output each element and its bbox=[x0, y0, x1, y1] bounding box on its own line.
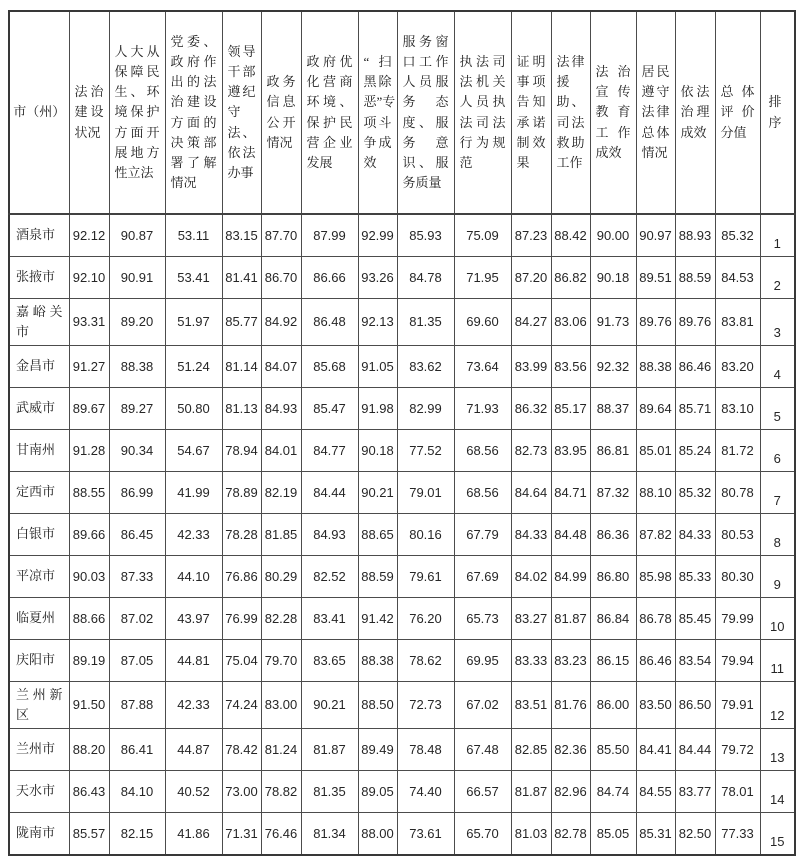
score-cell: 87.99 bbox=[301, 214, 358, 256]
score-cell: 67.79 bbox=[454, 513, 511, 555]
score-cell: 50.80 bbox=[165, 387, 222, 429]
score-cell: 86.81 bbox=[590, 429, 636, 471]
score-cell: 88.38 bbox=[358, 639, 397, 681]
score-cell: 44.81 bbox=[165, 639, 222, 681]
score-cell: 81.34 bbox=[301, 813, 358, 855]
score-cell: 81.76 bbox=[551, 681, 590, 728]
score-cell: 67.48 bbox=[454, 729, 511, 771]
score-cell: 88.59 bbox=[358, 555, 397, 597]
score-cell: 71.31 bbox=[222, 813, 261, 855]
score-cell: 79.91 bbox=[715, 681, 760, 728]
score-cell: 84.64 bbox=[511, 471, 551, 513]
score-cell: 78.01 bbox=[715, 771, 760, 813]
score-cell: 86.32 bbox=[511, 387, 551, 429]
score-cell: 79.72 bbox=[715, 729, 760, 771]
score-cell: 79.01 bbox=[397, 471, 454, 513]
score-cell: 89.49 bbox=[358, 729, 397, 771]
score-cell: 84.33 bbox=[675, 513, 715, 555]
score-cell: 84.55 bbox=[636, 771, 675, 813]
score-cell: 82.15 bbox=[109, 813, 165, 855]
city-cell: 平凉市 bbox=[9, 555, 69, 597]
score-cell: 51.97 bbox=[165, 298, 222, 345]
score-cell: 74.40 bbox=[397, 771, 454, 813]
score-cell: 82.96 bbox=[551, 771, 590, 813]
score-cell: 83.65 bbox=[301, 639, 358, 681]
rank-cell: 5 bbox=[760, 387, 795, 429]
city-cell: 天水市 bbox=[9, 771, 69, 813]
score-cell: 84.10 bbox=[109, 771, 165, 813]
score-cell: 84.33 bbox=[511, 513, 551, 555]
score-cell: 89.67 bbox=[69, 387, 109, 429]
score-cell: 83.51 bbox=[511, 681, 551, 728]
score-cell: 83.81 bbox=[715, 298, 760, 345]
score-cell: 88.65 bbox=[358, 513, 397, 555]
score-cell: 83.00 bbox=[261, 681, 301, 728]
score-cell: 86.66 bbox=[301, 256, 358, 298]
score-cell: 51.24 bbox=[165, 345, 222, 387]
table-row bbox=[9, 298, 795, 345]
score-cell: 89.19 bbox=[69, 639, 109, 681]
score-cell: 83.41 bbox=[301, 597, 358, 639]
col-header-metric-8: 服务窗口工作人员服务态度、服务意识、服务质量 bbox=[397, 11, 454, 214]
score-cell: 42.33 bbox=[165, 513, 222, 555]
rank-cell: 1 bbox=[760, 214, 795, 256]
score-cell: 88.50 bbox=[358, 681, 397, 728]
city-cell: 兰州新区 bbox=[9, 681, 69, 728]
score-cell: 86.43 bbox=[69, 771, 109, 813]
score-cell: 91.05 bbox=[358, 345, 397, 387]
rank-cell: 7 bbox=[760, 471, 795, 513]
score-cell: 84.01 bbox=[261, 429, 301, 471]
score-cell: 81.24 bbox=[261, 729, 301, 771]
score-cell: 84.78 bbox=[397, 256, 454, 298]
col-header-metric-9: 执法司法机关人员执法司法行为规范 bbox=[454, 11, 511, 214]
score-cell: 80.78 bbox=[715, 471, 760, 513]
score-cell: 84.27 bbox=[511, 298, 551, 345]
score-cell: 90.21 bbox=[301, 681, 358, 728]
score-cell: 54.67 bbox=[165, 429, 222, 471]
score-cell: 84.07 bbox=[261, 345, 301, 387]
score-cell: 89.05 bbox=[358, 771, 397, 813]
table-row bbox=[9, 256, 795, 298]
score-cell: 40.52 bbox=[165, 771, 222, 813]
rank-cell: 8 bbox=[760, 513, 795, 555]
score-cell: 82.19 bbox=[261, 471, 301, 513]
score-cell: 93.26 bbox=[358, 256, 397, 298]
table-row bbox=[9, 214, 795, 256]
score-cell: 82.73 bbox=[511, 429, 551, 471]
score-cell: 90.18 bbox=[358, 429, 397, 471]
score-cell: 83.15 bbox=[222, 214, 261, 256]
score-cell: 86.36 bbox=[590, 513, 636, 555]
score-cell: 44.10 bbox=[165, 555, 222, 597]
score-cell: 87.05 bbox=[109, 639, 165, 681]
score-cell: 82.52 bbox=[301, 555, 358, 597]
score-cell: 85.05 bbox=[590, 813, 636, 855]
score-cell: 81.03 bbox=[511, 813, 551, 855]
score-cell: 81.41 bbox=[222, 256, 261, 298]
score-cell: 73.64 bbox=[454, 345, 511, 387]
law-evaluation-table bbox=[8, 10, 796, 856]
score-cell: 90.97 bbox=[636, 214, 675, 256]
score-cell: 86.84 bbox=[590, 597, 636, 639]
score-cell: 69.95 bbox=[454, 639, 511, 681]
score-cell: 91.73 bbox=[590, 298, 636, 345]
score-cell: 84.93 bbox=[261, 387, 301, 429]
score-cell: 86.45 bbox=[109, 513, 165, 555]
score-cell: 77.33 bbox=[715, 813, 760, 855]
col-header-metric-14: 依法治理成效 bbox=[675, 11, 715, 214]
score-cell: 83.77 bbox=[675, 771, 715, 813]
score-cell: 86.70 bbox=[261, 256, 301, 298]
score-cell: 90.91 bbox=[109, 256, 165, 298]
score-cell: 69.60 bbox=[454, 298, 511, 345]
score-cell: 85.98 bbox=[636, 555, 675, 597]
city-cell: 金昌市 bbox=[9, 345, 69, 387]
score-cell: 90.18 bbox=[590, 256, 636, 298]
score-cell: 89.27 bbox=[109, 387, 165, 429]
score-cell: 72.73 bbox=[397, 681, 454, 728]
score-cell: 80.16 bbox=[397, 513, 454, 555]
score-cell: 66.57 bbox=[454, 771, 511, 813]
score-cell: 86.99 bbox=[109, 471, 165, 513]
city-cell: 定西市 bbox=[9, 471, 69, 513]
score-cell: 85.77 bbox=[222, 298, 261, 345]
score-cell: 91.42 bbox=[358, 597, 397, 639]
score-cell: 84.71 bbox=[551, 471, 590, 513]
city-cell: 武威市 bbox=[9, 387, 69, 429]
score-cell: 90.00 bbox=[590, 214, 636, 256]
score-cell: 83.27 bbox=[511, 597, 551, 639]
score-cell: 86.80 bbox=[590, 555, 636, 597]
col-header-metric-5: 政务信息公开情况 bbox=[261, 11, 301, 214]
score-cell: 93.31 bbox=[69, 298, 109, 345]
score-cell: 86.46 bbox=[675, 345, 715, 387]
col-header-metric-6: 政府优化营商环境、保护民营企业发展 bbox=[301, 11, 358, 214]
score-cell: 81.13 bbox=[222, 387, 261, 429]
score-cell: 81.35 bbox=[397, 298, 454, 345]
score-cell: 87.32 bbox=[590, 471, 636, 513]
score-cell: 92.13 bbox=[358, 298, 397, 345]
rank-cell: 4 bbox=[760, 345, 795, 387]
score-cell: 84.74 bbox=[590, 771, 636, 813]
score-cell: 79.94 bbox=[715, 639, 760, 681]
col-header-metric-11: 法律援助、司法救助工作 bbox=[551, 11, 590, 214]
score-cell: 79.61 bbox=[397, 555, 454, 597]
col-header-metric-7: “扫黑除恶”专项斗争成效 bbox=[358, 11, 397, 214]
score-cell: 81.87 bbox=[301, 729, 358, 771]
score-cell: 41.99 bbox=[165, 471, 222, 513]
score-cell: 53.11 bbox=[165, 214, 222, 256]
score-cell: 80.30 bbox=[715, 555, 760, 597]
score-cell: 89.66 bbox=[69, 513, 109, 555]
score-cell: 87.02 bbox=[109, 597, 165, 639]
col-header-metric-1: 法治建设状况 bbox=[69, 11, 109, 214]
score-cell: 78.42 bbox=[222, 729, 261, 771]
score-cell: 81.87 bbox=[511, 771, 551, 813]
score-cell: 82.85 bbox=[511, 729, 551, 771]
score-cell: 83.23 bbox=[551, 639, 590, 681]
score-cell: 89.20 bbox=[109, 298, 165, 345]
col-header-metric-10: 证明事项告知承诺制效果 bbox=[511, 11, 551, 214]
col-header-metric-12: 法治宣传教育工作成效 bbox=[590, 11, 636, 214]
score-cell: 78.89 bbox=[222, 471, 261, 513]
table-row bbox=[9, 813, 795, 855]
score-cell: 80.53 bbox=[715, 513, 760, 555]
score-cell: 83.99 bbox=[511, 345, 551, 387]
score-cell: 84.44 bbox=[675, 729, 715, 771]
score-cell: 88.38 bbox=[636, 345, 675, 387]
score-cell: 92.10 bbox=[69, 256, 109, 298]
score-cell: 92.99 bbox=[358, 214, 397, 256]
score-cell: 84.02 bbox=[511, 555, 551, 597]
score-cell: 84.77 bbox=[301, 429, 358, 471]
score-cell: 81.35 bbox=[301, 771, 358, 813]
score-cell: 78.62 bbox=[397, 639, 454, 681]
score-cell: 83.50 bbox=[636, 681, 675, 728]
score-cell: 88.37 bbox=[590, 387, 636, 429]
score-cell: 87.88 bbox=[109, 681, 165, 728]
table-row bbox=[9, 555, 795, 597]
score-cell: 85.47 bbox=[301, 387, 358, 429]
score-cell: 82.28 bbox=[261, 597, 301, 639]
header-row bbox=[9, 11, 795, 214]
col-header-city: 市（州） bbox=[9, 11, 69, 214]
score-cell: 78.28 bbox=[222, 513, 261, 555]
score-cell: 86.78 bbox=[636, 597, 675, 639]
score-cell: 90.03 bbox=[69, 555, 109, 597]
score-cell: 87.82 bbox=[636, 513, 675, 555]
score-cell: 82.99 bbox=[397, 387, 454, 429]
score-cell: 87.20 bbox=[511, 256, 551, 298]
score-cell: 85.31 bbox=[636, 813, 675, 855]
score-cell: 87.70 bbox=[261, 214, 301, 256]
score-cell: 78.94 bbox=[222, 429, 261, 471]
score-cell: 82.36 bbox=[551, 729, 590, 771]
score-cell: 85.93 bbox=[397, 214, 454, 256]
score-cell: 91.50 bbox=[69, 681, 109, 728]
city-cell: 兰州市 bbox=[9, 729, 69, 771]
table-row bbox=[9, 513, 795, 555]
score-cell: 74.24 bbox=[222, 681, 261, 728]
score-cell: 88.59 bbox=[675, 256, 715, 298]
rank-cell: 6 bbox=[760, 429, 795, 471]
score-cell: 88.42 bbox=[551, 214, 590, 256]
score-cell: 86.00 bbox=[590, 681, 636, 728]
score-cell: 88.66 bbox=[69, 597, 109, 639]
score-cell: 92.32 bbox=[590, 345, 636, 387]
score-cell: 42.33 bbox=[165, 681, 222, 728]
score-cell: 83.06 bbox=[551, 298, 590, 345]
rank-cell: 15 bbox=[760, 813, 795, 855]
score-cell: 85.68 bbox=[301, 345, 358, 387]
score-cell: 84.99 bbox=[551, 555, 590, 597]
score-cell: 79.70 bbox=[261, 639, 301, 681]
score-cell: 84.41 bbox=[636, 729, 675, 771]
score-cell: 83.20 bbox=[715, 345, 760, 387]
score-cell: 68.56 bbox=[454, 429, 511, 471]
score-cell: 79.99 bbox=[715, 597, 760, 639]
score-cell: 91.27 bbox=[69, 345, 109, 387]
rank-cell: 13 bbox=[760, 729, 795, 771]
score-cell: 88.20 bbox=[69, 729, 109, 771]
col-header-rank: 排序 bbox=[760, 11, 795, 214]
col-header-metric-3: 党委、政府作出的法治建设方面的决策部署了解情况 bbox=[165, 11, 222, 214]
city-cell: 白银市 bbox=[9, 513, 69, 555]
score-cell: 85.71 bbox=[675, 387, 715, 429]
table-row bbox=[9, 729, 795, 771]
score-cell: 86.46 bbox=[636, 639, 675, 681]
score-cell: 65.70 bbox=[454, 813, 511, 855]
score-cell: 83.33 bbox=[511, 639, 551, 681]
score-cell: 83.56 bbox=[551, 345, 590, 387]
score-cell: 88.10 bbox=[636, 471, 675, 513]
score-cell: 83.95 bbox=[551, 429, 590, 471]
table-row bbox=[9, 681, 795, 728]
score-cell: 41.86 bbox=[165, 813, 222, 855]
score-cell: 90.34 bbox=[109, 429, 165, 471]
city-cell: 甘南州 bbox=[9, 429, 69, 471]
city-cell: 张掖市 bbox=[9, 256, 69, 298]
col-header-metric-15: 总体评价分值 bbox=[715, 11, 760, 214]
score-cell: 77.52 bbox=[397, 429, 454, 471]
score-cell: 89.76 bbox=[636, 298, 675, 345]
score-cell: 81.14 bbox=[222, 345, 261, 387]
score-cell: 84.92 bbox=[261, 298, 301, 345]
rank-cell: 9 bbox=[760, 555, 795, 597]
score-cell: 81.85 bbox=[261, 513, 301, 555]
score-cell: 90.21 bbox=[358, 471, 397, 513]
table-row bbox=[9, 471, 795, 513]
score-cell: 71.93 bbox=[454, 387, 511, 429]
score-cell: 85.24 bbox=[675, 429, 715, 471]
score-cell: 83.62 bbox=[397, 345, 454, 387]
score-cell: 89.51 bbox=[636, 256, 675, 298]
score-cell: 85.01 bbox=[636, 429, 675, 471]
score-cell: 76.46 bbox=[261, 813, 301, 855]
score-cell: 92.12 bbox=[69, 214, 109, 256]
score-cell: 71.95 bbox=[454, 256, 511, 298]
score-cell: 85.50 bbox=[590, 729, 636, 771]
score-cell: 88.93 bbox=[675, 214, 715, 256]
score-cell: 89.76 bbox=[675, 298, 715, 345]
score-cell: 85.32 bbox=[715, 214, 760, 256]
score-cell: 86.48 bbox=[301, 298, 358, 345]
rank-cell: 10 bbox=[760, 597, 795, 639]
table-row bbox=[9, 429, 795, 471]
city-cell: 庆阳市 bbox=[9, 639, 69, 681]
score-cell: 43.97 bbox=[165, 597, 222, 639]
col-header-metric-4: 领导干部遵纪守法、依法办事 bbox=[222, 11, 261, 214]
score-cell: 78.82 bbox=[261, 771, 301, 813]
score-cell: 68.56 bbox=[454, 471, 511, 513]
score-cell: 82.78 bbox=[551, 813, 590, 855]
score-cell: 76.99 bbox=[222, 597, 261, 639]
table-row bbox=[9, 387, 795, 429]
score-cell: 44.87 bbox=[165, 729, 222, 771]
score-cell: 89.64 bbox=[636, 387, 675, 429]
score-cell: 85.17 bbox=[551, 387, 590, 429]
score-cell: 73.00 bbox=[222, 771, 261, 813]
score-cell: 73.61 bbox=[397, 813, 454, 855]
score-cell: 85.32 bbox=[675, 471, 715, 513]
city-cell: 临夏州 bbox=[9, 597, 69, 639]
rank-cell: 14 bbox=[760, 771, 795, 813]
col-header-metric-13: 居民遵守法律总体情况 bbox=[636, 11, 675, 214]
score-cell: 76.20 bbox=[397, 597, 454, 639]
score-cell: 88.00 bbox=[358, 813, 397, 855]
score-cell: 84.93 bbox=[301, 513, 358, 555]
rank-cell: 2 bbox=[760, 256, 795, 298]
score-cell: 76.86 bbox=[222, 555, 261, 597]
table-row bbox=[9, 771, 795, 813]
score-cell: 85.57 bbox=[69, 813, 109, 855]
city-cell: 嘉峪关市 bbox=[9, 298, 69, 345]
score-cell: 85.33 bbox=[675, 555, 715, 597]
score-cell: 87.23 bbox=[511, 214, 551, 256]
rank-cell: 3 bbox=[760, 298, 795, 345]
score-cell: 84.44 bbox=[301, 471, 358, 513]
col-header-metric-2: 人大从保障民生、环境保护方面开展地方性立法 bbox=[109, 11, 165, 214]
score-cell: 90.87 bbox=[109, 214, 165, 256]
table-row bbox=[9, 597, 795, 639]
score-cell: 78.48 bbox=[397, 729, 454, 771]
rank-cell: 12 bbox=[760, 681, 795, 728]
score-cell: 86.15 bbox=[590, 639, 636, 681]
score-cell: 67.02 bbox=[454, 681, 511, 728]
score-cell: 85.45 bbox=[675, 597, 715, 639]
score-cell: 65.73 bbox=[454, 597, 511, 639]
score-cell: 67.69 bbox=[454, 555, 511, 597]
table-row bbox=[9, 345, 795, 387]
score-cell: 87.33 bbox=[109, 555, 165, 597]
score-cell: 86.82 bbox=[551, 256, 590, 298]
score-cell: 75.09 bbox=[454, 214, 511, 256]
score-cell: 86.50 bbox=[675, 681, 715, 728]
score-cell: 81.87 bbox=[551, 597, 590, 639]
city-cell: 陇南市 bbox=[9, 813, 69, 855]
score-cell: 88.55 bbox=[69, 471, 109, 513]
score-cell: 84.48 bbox=[551, 513, 590, 555]
score-cell: 80.29 bbox=[261, 555, 301, 597]
city-cell: 酒泉市 bbox=[9, 214, 69, 256]
score-cell: 75.04 bbox=[222, 639, 261, 681]
score-cell: 88.38 bbox=[109, 345, 165, 387]
score-cell: 83.54 bbox=[675, 639, 715, 681]
score-cell: 91.28 bbox=[69, 429, 109, 471]
score-cell: 81.72 bbox=[715, 429, 760, 471]
score-cell: 91.98 bbox=[358, 387, 397, 429]
rank-cell: 11 bbox=[760, 639, 795, 681]
score-cell: 84.53 bbox=[715, 256, 760, 298]
score-cell: 53.41 bbox=[165, 256, 222, 298]
score-cell: 83.10 bbox=[715, 387, 760, 429]
score-cell: 82.50 bbox=[675, 813, 715, 855]
score-cell: 86.41 bbox=[109, 729, 165, 771]
table-row bbox=[9, 639, 795, 681]
